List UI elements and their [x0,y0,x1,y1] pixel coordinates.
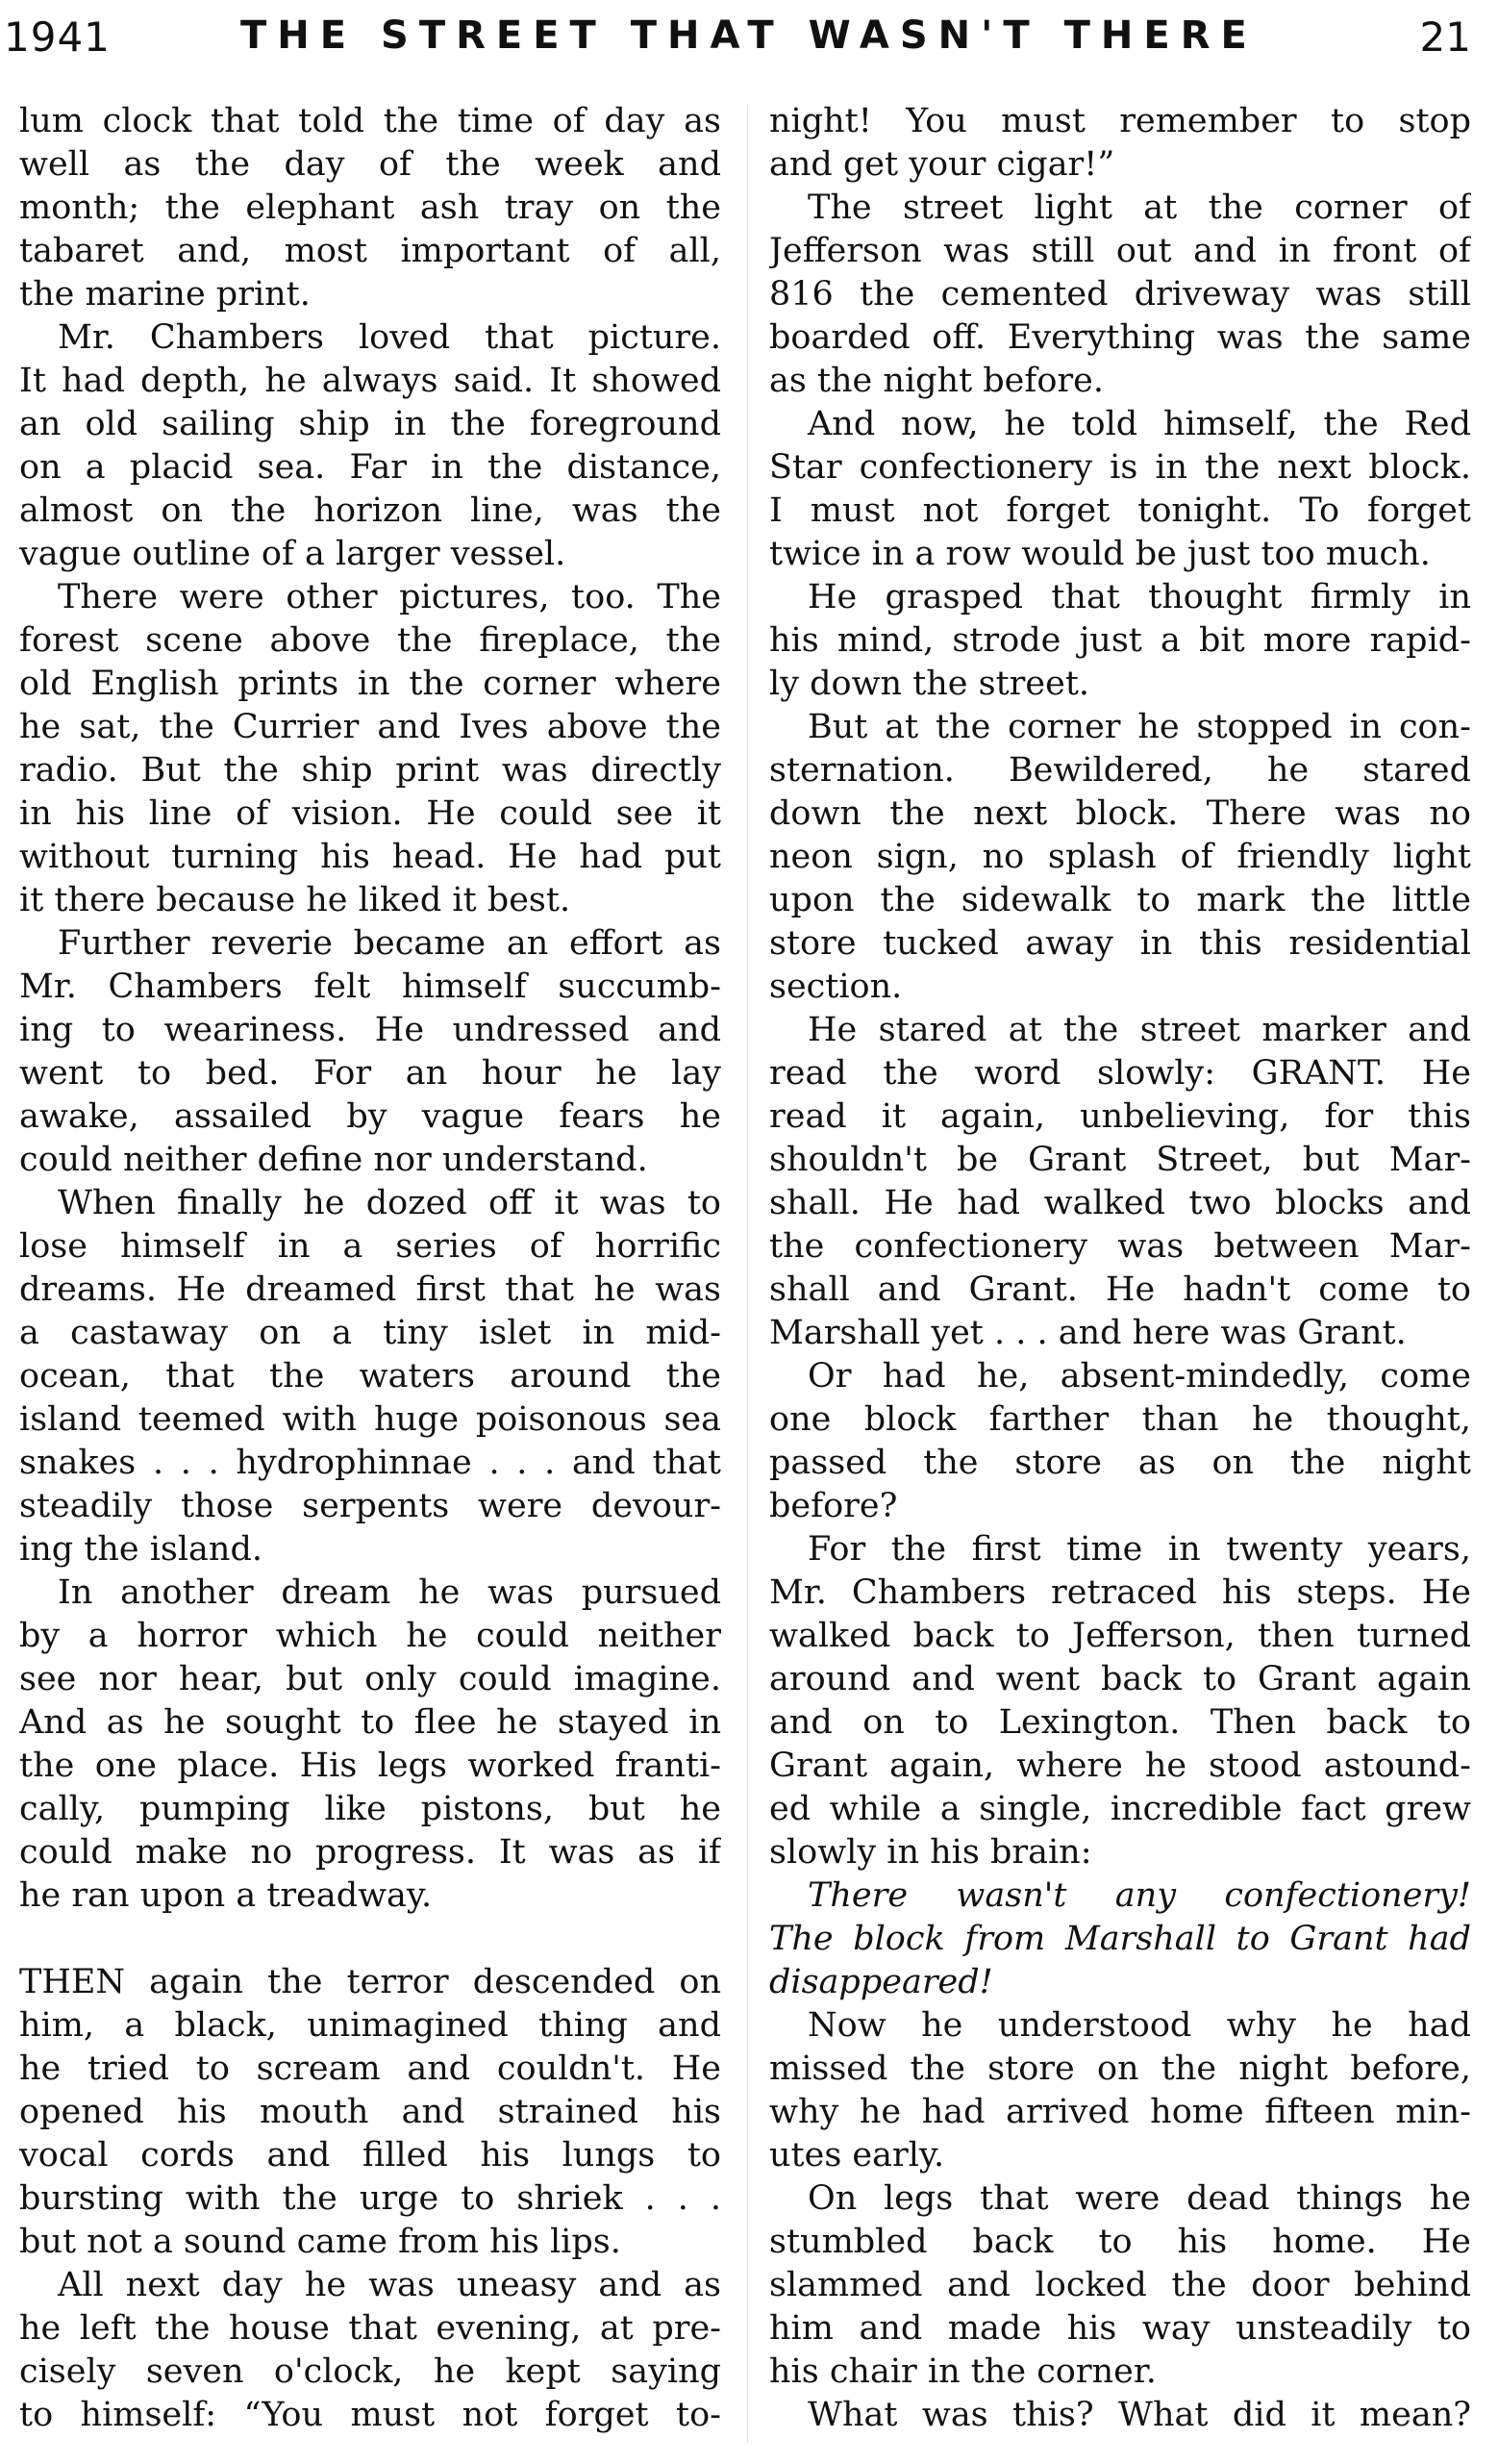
text-line: walked back to Jefferson, then turned [769,1617,1471,1655]
text-line: forest scene above the fireplace, the [19,621,721,660]
text-line: tabaret and, most important of all, [19,232,721,270]
text-line: I must not forget tonight. To forget [769,491,1471,530]
text-line: he sat, the Currier and Ives above the [19,708,721,746]
text-line: why he had arrived home fifteen min- [769,2093,1471,2131]
text-line: There wasn't any confectionery! [808,1876,1471,1915]
text-line: store tucked away in this residential [769,924,1471,963]
text-line: Or had he, absent-mindedly, come [808,1357,1471,1395]
text-line: cisely seven o'clock, he kept saying [19,2352,721,2391]
text-line: a castaway on a tiny islet in mid- [19,1314,721,1352]
page-header [0,8,1498,65]
text-line: down the next block. There was no [769,794,1471,833]
text-line: his mind, strode just a bit more rapid- [769,621,1471,660]
text-line: missed the store on the night before, [769,2049,1471,2088]
text-line: vocal cords and filled his lungs to [19,2136,721,2175]
text-line: steadily those serpents were devour- [19,1487,721,1525]
text-line: could make no progress. It was as if [19,1833,721,1872]
text-line: but not a sound came from his lips. [19,2223,621,2261]
text-line: Grant again, where he stood astound- [769,1747,1471,1785]
text-line: bursting with the urge to shriek . . . [19,2179,721,2218]
text-line: ed while a single, incredible fact grew [769,1790,1471,1828]
text-line: read it again, unbelieving, for this [769,1097,1471,1136]
text-line: On legs that were dead things he [808,2179,1471,2218]
text-line: him, a black, unimagined thing and [19,2006,721,2045]
text-line: vague outline of a larger vessel. [19,535,566,573]
text-line: around and went back to Grant again [769,1660,1471,1698]
text-line: Star confectionery is in the next block. [769,448,1471,487]
text-line: passed the store as on the night [769,1444,1471,1482]
text-line: Now he understood why he had [808,2006,1471,2045]
text-line: dreams. He dreamed first that he was [19,1270,721,1309]
column-divider [747,106,748,2443]
text-line: the confectionery was between Mar- [769,1227,1471,1266]
text-line: in his line of vision. He could see it [19,794,721,833]
text-line: and get your cigar!” [769,145,1115,184]
text-line: snakes . . . hydrophinnae . . . and that [19,1444,721,1482]
text-line: stumbled back to his home. He [769,2223,1471,2261]
text-line: lose himself in a series of horrific [19,1227,721,1266]
text-line: What was this? What did it mean? [808,2396,1471,2434]
text-line: The street light at the corner of [808,189,1471,227]
text-line: And now, he told himself, the Red [808,405,1471,443]
text-line: Further reverie became an effort as [58,924,721,963]
text-line: he ran upon a treadway. [19,1876,433,1915]
text-line: old English prints in the corner where [19,665,721,703]
text-line: disappeared! [769,1963,993,2001]
text-line: see nor hear, but only could imagine. [19,1660,721,1698]
text-line: one block farther than he thought, [769,1400,1471,1439]
text-line: read the word slowly: GRANT. He [769,1054,1471,1093]
header-year: 1941 [4,13,111,61]
text-line: There were other pictures, too. The [58,578,721,616]
right-column [769,100,1471,2437]
text-line: Mr. Chambers loved that picture. [58,318,721,357]
text-line: opened his mouth and strained his [19,2093,721,2131]
text-line: slammed and locked the door behind [769,2266,1471,2304]
text-line: Marshall yet . . . and here was Grant. [769,1314,1407,1352]
text-line: before? [769,1487,898,1525]
text-line: lum clock that told the time of day as [19,102,721,140]
text-line: sternation. Bewildered, he stared [769,751,1471,790]
text-line: to himself: “You must not forget to- [19,2396,721,2434]
text-line: shouldn't be Grant Street, but Mar- [769,1141,1471,1179]
text-line: as the night before. [769,362,1104,400]
text-line: him and made his way unsteadily to [769,2309,1471,2348]
text-line: night! You must remember to stop [769,102,1471,140]
text-line: He grasped that thought firmly in [808,578,1471,616]
text-line: without turning his head. He had put [19,838,721,876]
text-line: the marine print. [19,275,311,314]
text-line: The block from Marshall to Grant had [769,1920,1471,1958]
left-column [19,100,721,2437]
text-line: on a placid sea. Far in the distance, [19,448,721,487]
text-line: month; the elephant ash tray on the [19,189,721,227]
text-line: went to bed. For an hour he lay [19,1054,721,1093]
page-number: 21 [1419,13,1471,61]
text-line: ly down the street. [769,665,1090,703]
text-line: In another dream he was pursued [58,1573,721,1612]
text-line: But at the corner he stopped in con- [808,708,1471,746]
text-line: And as he sought to flee he stayed in [19,1703,721,1742]
text-line: almost on the horizon line, was the [19,491,721,530]
text-line: He stared at the street marker and [808,1011,1471,1049]
text-line: upon the sidewalk to mark the little [769,881,1471,919]
text-line: ing the island. [19,1530,262,1569]
text-line: he tried to scream and couldn't. He [19,2049,721,2088]
text-line: it there because he liked it best. [19,881,571,919]
text-line: radio. But the ship print was directly [19,751,721,790]
text-line: When finally he dozed off it was to [58,1184,721,1222]
text-line: ocean, that the waters around the [19,1357,721,1395]
text-line: THEN again the terror descended on [19,1963,721,2001]
text-line: shall and Grant. He hadn't come to [769,1270,1471,1309]
text-line: shall. He had walked two blocks and [769,1184,1471,1222]
text-line: 816 the cemented driveway was still [769,275,1471,314]
text-line: an old sailing ship in the foreground [19,405,721,443]
text-line: cally, pumping like pistons, but he [19,1790,721,1828]
text-line: neon sign, no splash of friendly light [769,838,1471,876]
text-line: awake, assailed by vague fears he [19,1097,721,1136]
text-line: his chair in the corner. [769,2352,1157,2391]
text-line: and on to Lexington. Then back to [769,1703,1471,1742]
text-line: It had depth, he always said. It showed [19,362,721,400]
text-line: ing to weariness. He undressed and [19,1011,721,1049]
running-title: THE STREET THAT WASN'T THERE [240,13,1258,58]
text-line: All next day he was uneasy and as [58,2266,721,2304]
text-line: Jefferson was still out and in front of [769,232,1471,270]
text-line: he left the house that evening, at pre- [19,2309,721,2348]
text-line: boarded off. Everything was the same [769,318,1471,357]
text-line: slowly in his brain: [769,1833,1092,1872]
text-line: could neither define nor understand. [19,1141,648,1179]
text-line: Mr. Chambers retraced his steps. He [769,1573,1471,1612]
text-line: For the first time in twenty years, [808,1530,1471,1569]
text-line: by a horror which he could neither [19,1617,721,1655]
text-line: section. [769,968,903,1006]
text-line: the one place. His legs worked franti- [19,1747,721,1785]
text-line: island teemed with huge poisonous sea [19,1400,721,1439]
text-line: Mr. Chambers felt himself succumb- [19,968,721,1006]
text-line: twice in a row would be just too much. [769,535,1431,573]
text-line: utes early. [769,2136,945,2175]
text-line: well as the day of the week and [19,145,721,184]
